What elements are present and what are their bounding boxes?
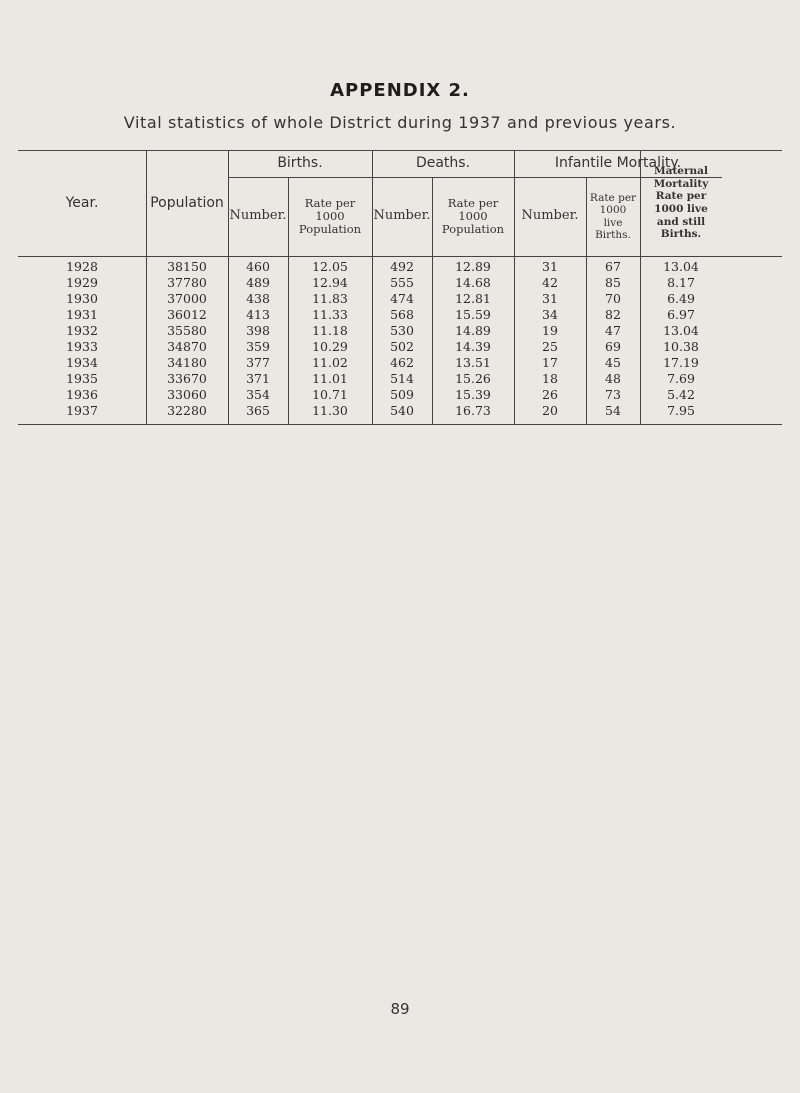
cell-births-number: 354 xyxy=(246,387,270,402)
cell-births-number: 489 xyxy=(246,275,270,290)
cell-births-number: 371 xyxy=(246,371,270,386)
cell-births-rate: 11.02 xyxy=(312,355,348,370)
cell-births-number: 413 xyxy=(246,307,270,322)
header-births-rate xyxy=(288,177,372,256)
cell-maternal-rate: 10.38 xyxy=(663,339,699,354)
cell-year: 1932 xyxy=(66,323,98,338)
cell-year: 1933 xyxy=(66,339,98,354)
cell-deaths-rate: 12.89 xyxy=(455,259,491,274)
cell-births-rate: 11.30 xyxy=(312,403,348,418)
header-year: Year. xyxy=(65,194,99,211)
cell-births-rate: 10.71 xyxy=(312,387,348,402)
cell-births-rate: 12.94 xyxy=(312,275,348,290)
header-deaths-rate xyxy=(432,177,514,256)
cell-year: 1928 xyxy=(66,259,98,274)
cell-year: 1929 xyxy=(66,275,98,290)
table-body xyxy=(18,257,782,419)
cell-year: 1937 xyxy=(66,403,98,418)
cell-infantile-rate: 85 xyxy=(605,275,621,290)
cell-maternal-rate: 6.97 xyxy=(667,307,695,322)
cell-year: 1935 xyxy=(66,371,98,386)
table-row xyxy=(18,355,782,371)
header-infantile-number: Number. xyxy=(521,208,579,224)
cell-deaths-number: 474 xyxy=(390,291,414,306)
cell-births-number: 365 xyxy=(246,403,270,418)
cell-deaths-number: 502 xyxy=(390,339,414,354)
cell-year: 1934 xyxy=(66,355,98,370)
table-subtitle: Vital statistics of whole District during 1937 and previous years. xyxy=(123,113,677,132)
cell-maternal-rate: 6.49 xyxy=(667,291,695,306)
cell-births-number: 398 xyxy=(246,323,270,338)
cell-population: 36012 xyxy=(167,307,207,322)
cell-deaths-number: 462 xyxy=(390,355,414,370)
cell-deaths-rate: 14.89 xyxy=(455,323,491,338)
cell-maternal-rate: 5.42 xyxy=(667,387,695,402)
cell-infantile-number: 20 xyxy=(542,403,558,418)
cell-population: 34870 xyxy=(167,339,207,354)
header-births-rate-line1: Rate per xyxy=(304,195,356,210)
cell-infantile-rate: 69 xyxy=(605,339,621,354)
cell-births-rate: 12.05 xyxy=(312,259,348,274)
cell-deaths-rate: 12.81 xyxy=(455,291,491,306)
cell-deaths-rate: 16.73 xyxy=(455,403,491,418)
cell-births-rate: 11.18 xyxy=(312,323,348,338)
header-infantile-rate-line1: Rate per xyxy=(589,192,637,205)
header-population: Population xyxy=(150,194,224,211)
header-births-number: Number. xyxy=(229,208,287,224)
table-row xyxy=(18,403,782,419)
cell-births-rate: 11.33 xyxy=(312,307,348,322)
cell-births-rate: 10.29 xyxy=(312,339,348,354)
header-deaths-number: Number. xyxy=(373,208,431,224)
header-maternal-mortality xyxy=(640,150,722,256)
cell-infantile-rate: 82 xyxy=(605,307,621,322)
cell-births-rate: 11.01 xyxy=(312,371,348,386)
header-maternal-rate-line4: Births. xyxy=(660,228,702,241)
cell-births-number: 377 xyxy=(246,355,270,370)
cell-infantile-rate: 47 xyxy=(605,323,621,338)
cell-year: 1931 xyxy=(66,307,98,322)
cell-population: 37000 xyxy=(167,291,207,306)
cell-infantile-rate: 70 xyxy=(605,291,621,306)
cell-births-rate: 11.83 xyxy=(312,291,348,306)
cell-deaths-number: 540 xyxy=(390,403,414,418)
cell-deaths-number: 509 xyxy=(390,387,414,402)
cell-deaths-number: 492 xyxy=(390,259,414,274)
header-deaths-rate-line1: Rate per xyxy=(447,195,499,210)
cell-infantile-rate: 54 xyxy=(605,403,621,418)
cell-maternal-rate: 7.69 xyxy=(667,371,695,386)
cell-population: 34180 xyxy=(167,355,207,370)
header-deaths: Deaths. xyxy=(415,155,471,172)
cell-infantile-number: 31 xyxy=(542,291,558,306)
table-row xyxy=(18,275,782,291)
header-births: Births. xyxy=(277,155,323,172)
cell-infantile-rate: 48 xyxy=(605,371,621,386)
header-infantile-rate-line2: 1000 xyxy=(599,204,627,217)
cell-infantile-number: 42 xyxy=(542,275,558,290)
header-infantile-rate-line3: live Births. xyxy=(595,216,631,241)
cell-infantile-number: 19 xyxy=(542,323,558,338)
cell-population: 32280 xyxy=(167,403,207,418)
table-row xyxy=(18,371,782,387)
cell-infantile-rate: 45 xyxy=(605,355,621,370)
cell-infantile-number: 25 xyxy=(542,339,558,354)
header-maternal-rate-line1: Rate per xyxy=(655,190,707,203)
header-maternal-rate-line3: and still xyxy=(656,215,706,228)
cell-deaths-rate: 14.68 xyxy=(455,275,491,290)
cell-maternal-rate: 7.95 xyxy=(667,403,695,418)
cell-deaths-number: 530 xyxy=(390,323,414,338)
appendix-heading: APPENDIX 2. xyxy=(330,80,470,101)
cell-infantile-number: 34 xyxy=(542,307,558,322)
cell-infantile-number: 26 xyxy=(542,387,558,402)
cell-year: 1936 xyxy=(66,387,98,402)
cell-births-number: 438 xyxy=(246,291,270,306)
cell-infantile-number: 31 xyxy=(542,259,558,274)
cell-births-number: 460 xyxy=(246,259,270,274)
table-row xyxy=(18,307,782,323)
header-maternal-rate-line2: 1000 live xyxy=(654,203,708,215)
cell-deaths-rate: 15.39 xyxy=(455,387,491,402)
cell-deaths-rate: 13.51 xyxy=(455,355,491,370)
cell-infantile-number: 17 xyxy=(542,355,558,370)
table-row xyxy=(18,339,782,355)
table-row xyxy=(18,323,782,339)
cell-deaths-number: 568 xyxy=(390,307,414,322)
page-number: 89 xyxy=(390,1000,410,1018)
cell-maternal-rate: 8.17 xyxy=(667,275,695,290)
header-births-rate-line2: 1000 xyxy=(315,208,345,223)
header-infantile-mortality: Infantile Mortality. xyxy=(554,155,682,172)
header-births-rate-line3: Population xyxy=(298,222,362,237)
cell-deaths-number: 514 xyxy=(390,371,414,386)
cell-deaths-rate: 14.39 xyxy=(455,339,491,354)
cell-deaths-number: 555 xyxy=(390,275,414,290)
cell-maternal-rate: 13.04 xyxy=(663,259,699,274)
cell-population: 38150 xyxy=(167,259,207,274)
table-row xyxy=(18,291,782,307)
table-row xyxy=(18,259,782,275)
cell-deaths-rate: 15.26 xyxy=(455,371,491,386)
cell-maternal-rate: 17.19 xyxy=(663,355,699,370)
cell-population: 33060 xyxy=(167,387,207,402)
cell-births-number: 359 xyxy=(246,339,270,354)
cell-population: 35580 xyxy=(167,323,207,338)
header-infantile-rate xyxy=(586,177,640,256)
cell-infantile-rate: 73 xyxy=(605,387,621,402)
cell-population: 33670 xyxy=(167,371,207,386)
header-maternal-title: Maternal Mortality xyxy=(653,165,709,190)
table-row xyxy=(18,387,782,403)
cell-infantile-rate: 67 xyxy=(605,259,621,274)
cell-year: 1930 xyxy=(66,291,98,306)
cell-maternal-rate: 13.04 xyxy=(663,323,699,338)
cell-deaths-rate: 15.59 xyxy=(455,307,491,322)
header-deaths-rate-line3: Population xyxy=(441,222,505,237)
cell-infantile-number: 18 xyxy=(542,371,558,386)
header-deaths-rate-line2: 1000 xyxy=(458,208,488,223)
table-bottom-rule xyxy=(18,424,782,425)
vital-statistics-table xyxy=(18,150,782,426)
cell-population: 37780 xyxy=(167,275,207,290)
